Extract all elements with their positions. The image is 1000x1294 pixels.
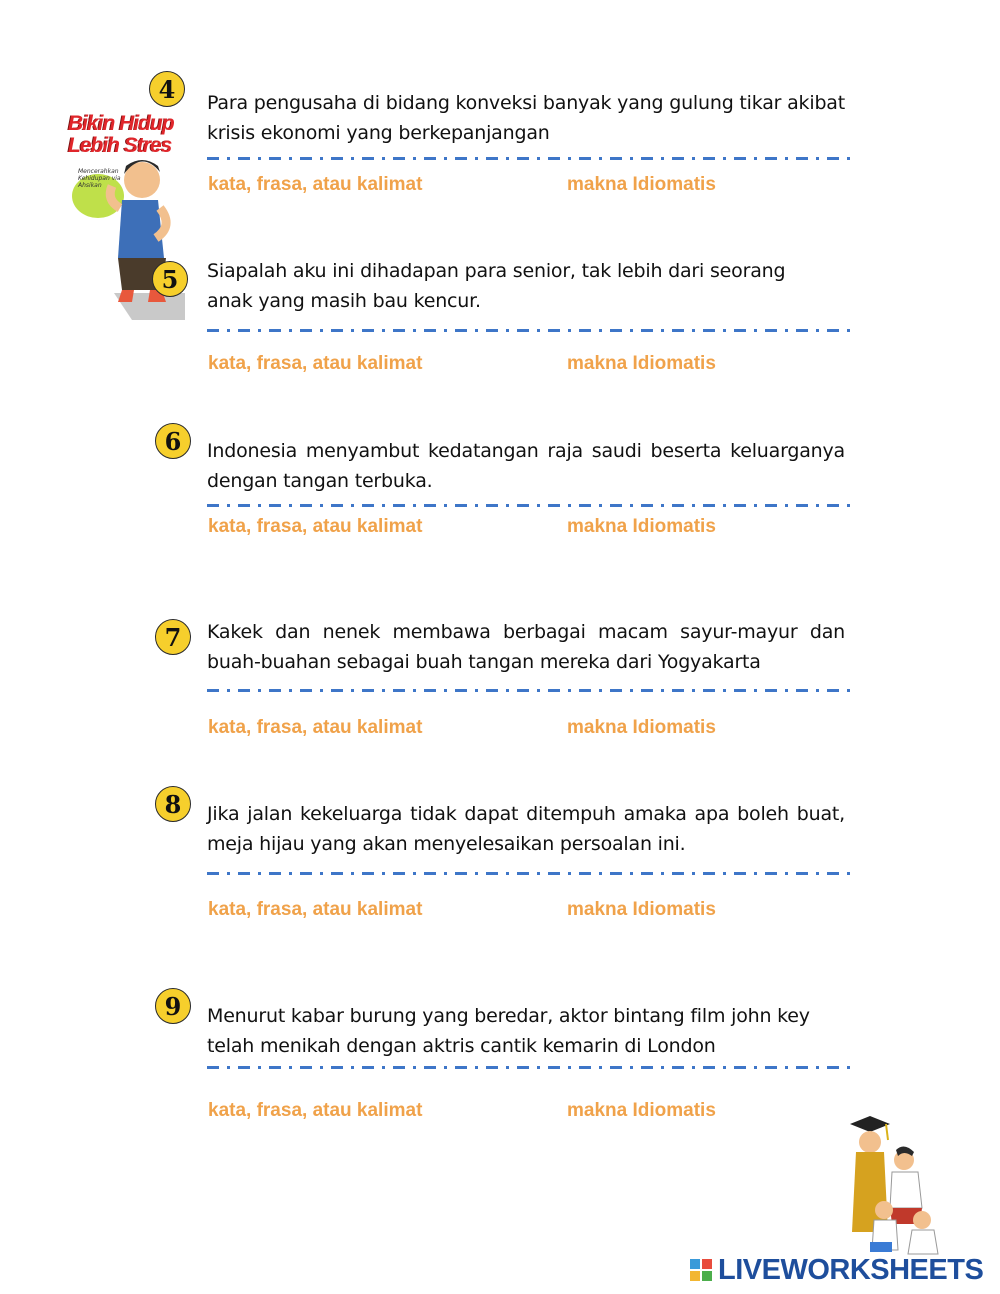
answer-line[interactable]: [207, 329, 850, 332]
question-sentence: Para pengusaha di bidang konveksi banyak yang gulung tikar akibat krisis ekonomi yang berkepanjangan: [207, 92, 845, 144]
logo-block: [702, 1259, 712, 1269]
question-sentence: Siapalah aku ini dihadapan para senior, tak lebih dari seorang anak yang masih bau kencur.: [207, 260, 786, 312]
label-phrase: kata, frasa, atau kalimat: [208, 1100, 423, 1121]
question-number-badge: 4: [149, 71, 185, 107]
logo-blocks-icon: [690, 1259, 712, 1281]
answer-line[interactable]: [207, 689, 850, 692]
cover-title-line1: Bikin Hidup: [68, 112, 174, 135]
label-meaning: makna Idiomatis: [567, 717, 716, 738]
label-phrase: kata, frasa, atau kalimat: [208, 717, 423, 738]
label-meaning: makna Idiomatis: [567, 174, 716, 195]
logo-block: [690, 1271, 700, 1281]
graduation-kids-icon: [842, 1112, 992, 1257]
cover-title-line2: Lebih Stres: [68, 134, 172, 157]
cover-subtitle: Mencerahkan Kehidupan via Ahsikan: [78, 168, 121, 189]
liveworksheets-logo[interactable]: [690, 1253, 983, 1287]
label-meaning: makna Idiomatis: [567, 516, 716, 537]
question-number-badge: 7: [155, 619, 191, 655]
question-number-badge: 5: [152, 261, 188, 297]
label-meaning: makna Idiomatis: [567, 899, 716, 920]
question-number-badge: 6: [155, 423, 191, 459]
logo-block: [702, 1271, 712, 1281]
label-phrase: kata, frasa, atau kalimat: [208, 174, 423, 195]
label-meaning: makna Idiomatis: [567, 353, 716, 374]
label-meaning: makna Idiomatis: [567, 1100, 716, 1121]
question-number-badge: 9: [155, 988, 191, 1024]
answer-line[interactable]: [207, 872, 850, 875]
students-illustration: [842, 1112, 992, 1257]
question-sentence: Kakek dan nenek membawa berbagai macam sayur-mayur dan buah-buahan sebagai buah tangan mereka dari Yogyakarta: [207, 621, 845, 673]
label-phrase: kata, frasa, atau kalimat: [208, 516, 423, 537]
question-number-badge: 8: [155, 786, 191, 822]
question-sentence: Jika jalan kekeluarga tidak dapat ditempuh amaka apa boleh buat, meja hijau yang akan menyelesaikan persoalan ini.: [207, 803, 845, 855]
answer-line[interactable]: [207, 504, 850, 507]
answer-line[interactable]: [207, 1066, 850, 1069]
question-sentence: Menurut kabar burung yang beredar, aktor bintang film john key telah menikah dengan aktris cantik kemarin di London: [207, 1005, 810, 1057]
label-phrase: kata, frasa, atau kalimat: [208, 899, 423, 920]
logo-block: [690, 1259, 700, 1269]
answer-line[interactable]: [207, 157, 850, 160]
logo-text: LIVEWORKSHEETS: [718, 1253, 984, 1286]
question-sentence: Indonesia menyambut kedatangan raja saudi beserta keluarganya dengan tangan terbuka.: [207, 440, 845, 492]
label-phrase: kata, frasa, atau kalimat: [208, 353, 423, 374]
